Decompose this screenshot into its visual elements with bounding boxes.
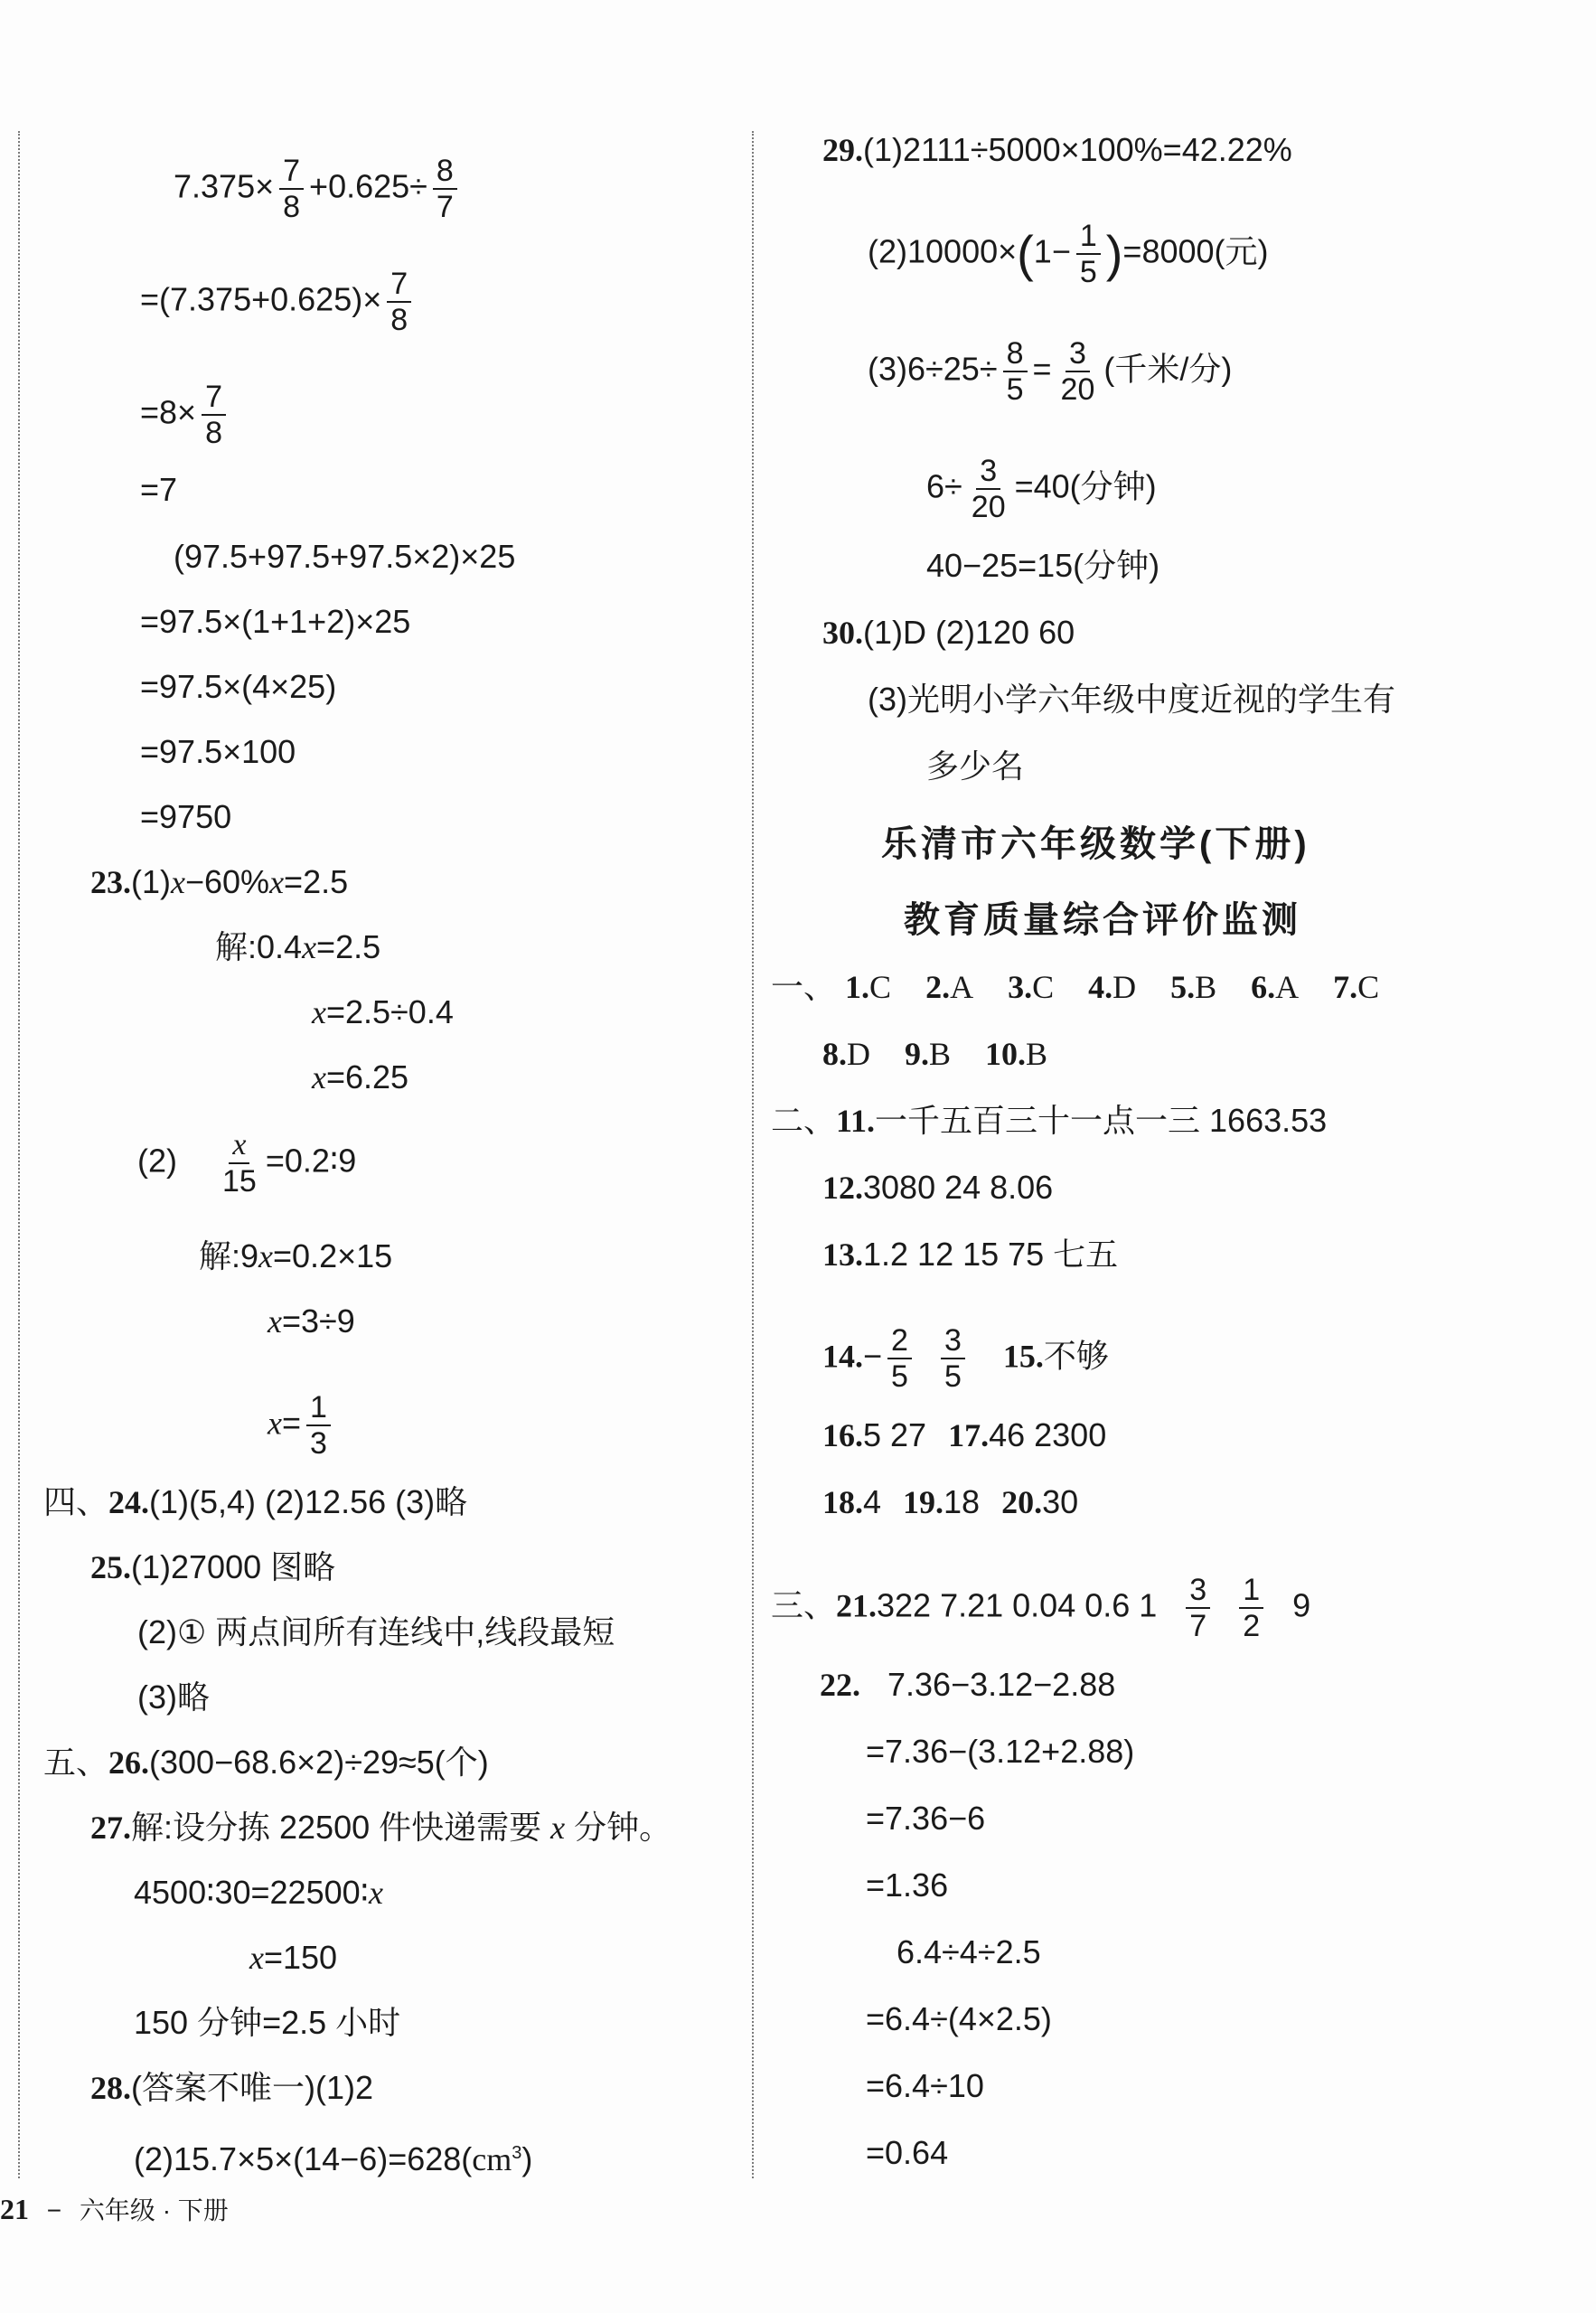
question-11: 二、11.一千五百三十一点一三 1663.53 — [771, 1102, 1328, 1139]
answer-line: 多少名 — [926, 747, 1025, 785]
mc-answers: 8.D 9.B 10.B — [822, 1036, 1048, 1072]
calc-line: =7.36−(3.12+2.88) — [866, 1733, 1135, 1770]
fraction: $\frac{2}{5}$ — [887, 1323, 912, 1394]
calc-line: 6.4÷4÷2.5 — [897, 1933, 1041, 1970]
fraction: $\frac{3}{5}$ — [941, 1323, 965, 1394]
fraction: $\frac{1}{5}$ — [1076, 219, 1101, 289]
calc-line: =6.4÷(4×2.5) — [866, 2000, 1052, 2037]
answer-line: $(2)15.7\times 5\times(14-6)=628(cm^3)$ — [134, 2140, 533, 2177]
question-23: 23.(1)x−60%x=2.5 — [90, 863, 349, 900]
solution-line: 解:9x=0.2×15 — [199, 1237, 393, 1274]
question-12: 12.3080 24 8.06 — [822, 1169, 1054, 1206]
answer-line: 40−25=15(分钟) — [926, 547, 1160, 584]
solution-line: x=3÷9 — [268, 1302, 355, 1340]
answer-line: x=150 — [249, 1939, 338, 1976]
answer-line: 6÷ $\frac{3}{20}$ =40(分钟) — [926, 454, 1157, 524]
calc-line: =8× $\frac{7}{8}$ — [140, 380, 231, 450]
fraction: $\frac{7}{8}$ — [279, 154, 304, 224]
fraction: $\frac{8}{7}$ — [433, 154, 457, 224]
solution-line: x=6.25 — [312, 1058, 409, 1095]
calc-line: =(7.375+0.625)× $\frac{7}{8}$ — [140, 267, 417, 337]
fraction: $\frac{3}{20}$ — [1060, 336, 1095, 407]
fraction: $\frac{7}{8}$ — [387, 267, 411, 337]
calc-line: =0.64 — [866, 2134, 949, 2171]
fraction: $\frac{3}{20}$ — [971, 454, 1006, 524]
question-28: 28.(答案不唯一)(1)2 — [90, 2069, 373, 2106]
question-18-20: 18.4 19.18 20.30 — [822, 1483, 1079, 1520]
answer-line: (2)10000×(1− $\frac{1}{5}$ )=8000(元) — [868, 219, 1269, 289]
answer-line: 150 分钟=2.5 小时 — [134, 2004, 401, 2041]
calc-line: =7.36−6 — [866, 1800, 986, 1837]
page-footer: 21 − 六年级 · 下册 — [0, 2193, 229, 2225]
fraction: $\frac{8}{5}$ — [1003, 336, 1028, 407]
calc-line: =9750 — [140, 798, 232, 835]
answer-line: (3)6÷25÷ $\frac{8}{5}$ = $\frac{3}{20}$ (千米/分) — [868, 336, 1233, 407]
calc-line: =1.36 — [866, 1866, 949, 1904]
calc-line: (97.5+97.5+97.5×2)×25 — [174, 538, 516, 575]
fraction: $\frac{1}{2}$ — [1239, 1573, 1263, 1643]
mc-answers: 一、 1.C 2.A 3.C 4.D 5.B 6.A 7.C — [771, 968, 1380, 1005]
answer-line: (3)光明小学六年级中度近视的学生有 — [868, 681, 1395, 718]
solution-line: x= $\frac{1}{3}$ — [268, 1390, 336, 1461]
section-title: 乐清市六年级数学(下册) — [881, 824, 1310, 864]
answer-line: 4500∶30=22500∶x — [134, 1874, 383, 1911]
question-30: 30.(1)D (2)120 60 — [822, 614, 1075, 651]
question-13: 13.1.2 12 15 75 七五 — [822, 1236, 1119, 1273]
answer-line: (3)略 — [137, 1678, 210, 1716]
calc-line: 7.375× $\frac{7}{8}$ +0.625÷ $\frac{8}{7}$ — [174, 154, 463, 224]
calc-line: =97.5×(4×25) — [140, 668, 337, 705]
left-margin-rule — [18, 131, 20, 2178]
fraction: $\frac{7}{8}$ — [202, 380, 226, 450]
answer-line: (2)① 两点间所有连线中,线段最短 — [137, 1613, 615, 1650]
question-16-17: 16.5 27 17.46 2300 — [822, 1416, 1107, 1453]
solution-line: 解:0.4x=2.5 — [215, 928, 381, 965]
solution-line: x=2.5÷0.4 — [312, 993, 454, 1030]
solution-line: (2) $\frac{x}{15}$ =0.2∶9 — [137, 1128, 357, 1199]
calc-line: =6.4÷10 — [866, 2067, 984, 2104]
fraction: $\frac{1}{3}$ — [306, 1390, 331, 1461]
calc-line: =97.5×(1+1+2)×25 — [140, 603, 411, 640]
question-27: 27.解:设分拣 22500 件快递需要 x 分钟。 — [90, 1809, 672, 1846]
question-21: 三、21.322 7.21 0.04 0.6 1 $\frac{3}{7}$ $\frac{1}{2}$ 9 — [771, 1573, 1311, 1643]
question-22: 22. 7.36−3.12−2.88 — [820, 1666, 1116, 1703]
question-14-15: 14.− $\frac{2}{5}$ $\frac{3}{5}$ 15.不够 — [822, 1323, 1109, 1394]
calc-line: =7 — [140, 471, 178, 508]
fraction: $\frac{x}{15}$ — [222, 1128, 257, 1199]
section-subtitle: 教育质量综合评价监测 — [904, 900, 1301, 940]
footer-label: 六年级 · 下册 — [79, 2196, 229, 2224]
fraction: $\frac{3}{7}$ — [1186, 1573, 1210, 1643]
question-29: 29.(1)2111÷5000×100%=42.22% — [822, 131, 1292, 168]
page-number: 21 — [0, 2193, 29, 2225]
question-26: 五、26.(300−68.6×2)÷29≈5(个) — [43, 1744, 489, 1781]
question-25: 25.(1)27000 图略 — [90, 1548, 336, 1585]
calc-line: =97.5×100 — [140, 733, 296, 770]
question-24: 四、24.(1)(5,4) (2)12.56 (3)略 — [43, 1483, 468, 1520]
column-divider — [752, 131, 754, 2178]
